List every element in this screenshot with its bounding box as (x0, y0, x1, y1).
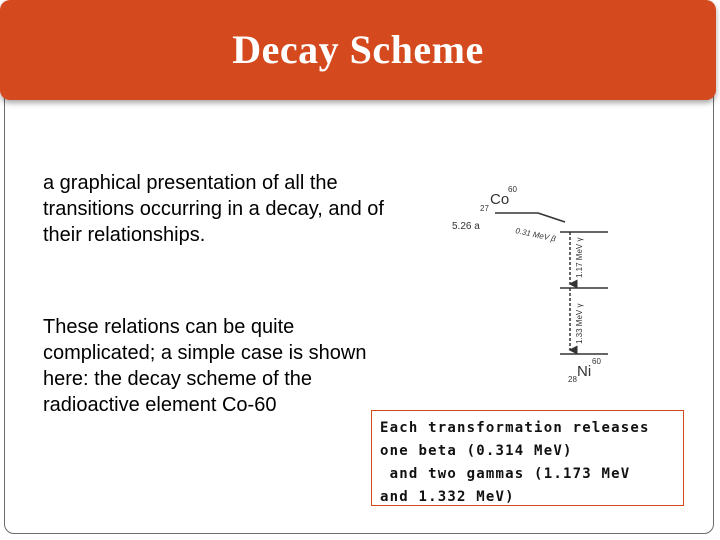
note-line-2: one beta (0.314 MeV) (380, 443, 573, 459)
transformation-note (371, 410, 684, 506)
title-bar (0, 0, 716, 100)
half-life-label: 5.26 a (452, 221, 480, 232)
note-line-3: and two gammas (1.173 MeV (380, 466, 631, 482)
beta-decay-arrow (538, 213, 565, 222)
gamma2-energy-label: 1.33 MeV γ (575, 303, 584, 344)
parent-symbol: Co (490, 191, 510, 208)
parent-mass-number: 60 (508, 185, 517, 194)
note-line-4: and 1.332 MeV) (380, 489, 515, 505)
example-text: These relations can be quite complicated; a simple case is shown here: the decay scheme of the radioactive element Co-60 (43, 316, 367, 416)
gamma1-energy-label: 1.17 MeV γ (575, 237, 584, 278)
daughter-symbol: Ni (577, 363, 592, 380)
definition-text: a graphical presentation of all the transitions occurring in a decay, and of their relationships. (43, 172, 384, 246)
parent-atomic-number: 27 (480, 204, 489, 213)
daughter-mass-number: 60 (592, 357, 601, 366)
beta-energy-label: 0.31 MeV β (514, 226, 557, 244)
daughter-atomic-number: 28 (568, 375, 577, 384)
decay-scheme-diagram (440, 178, 610, 390)
slide-title: Decay Scheme (232, 27, 484, 72)
note-line-1: Each transformation releases (380, 420, 650, 436)
